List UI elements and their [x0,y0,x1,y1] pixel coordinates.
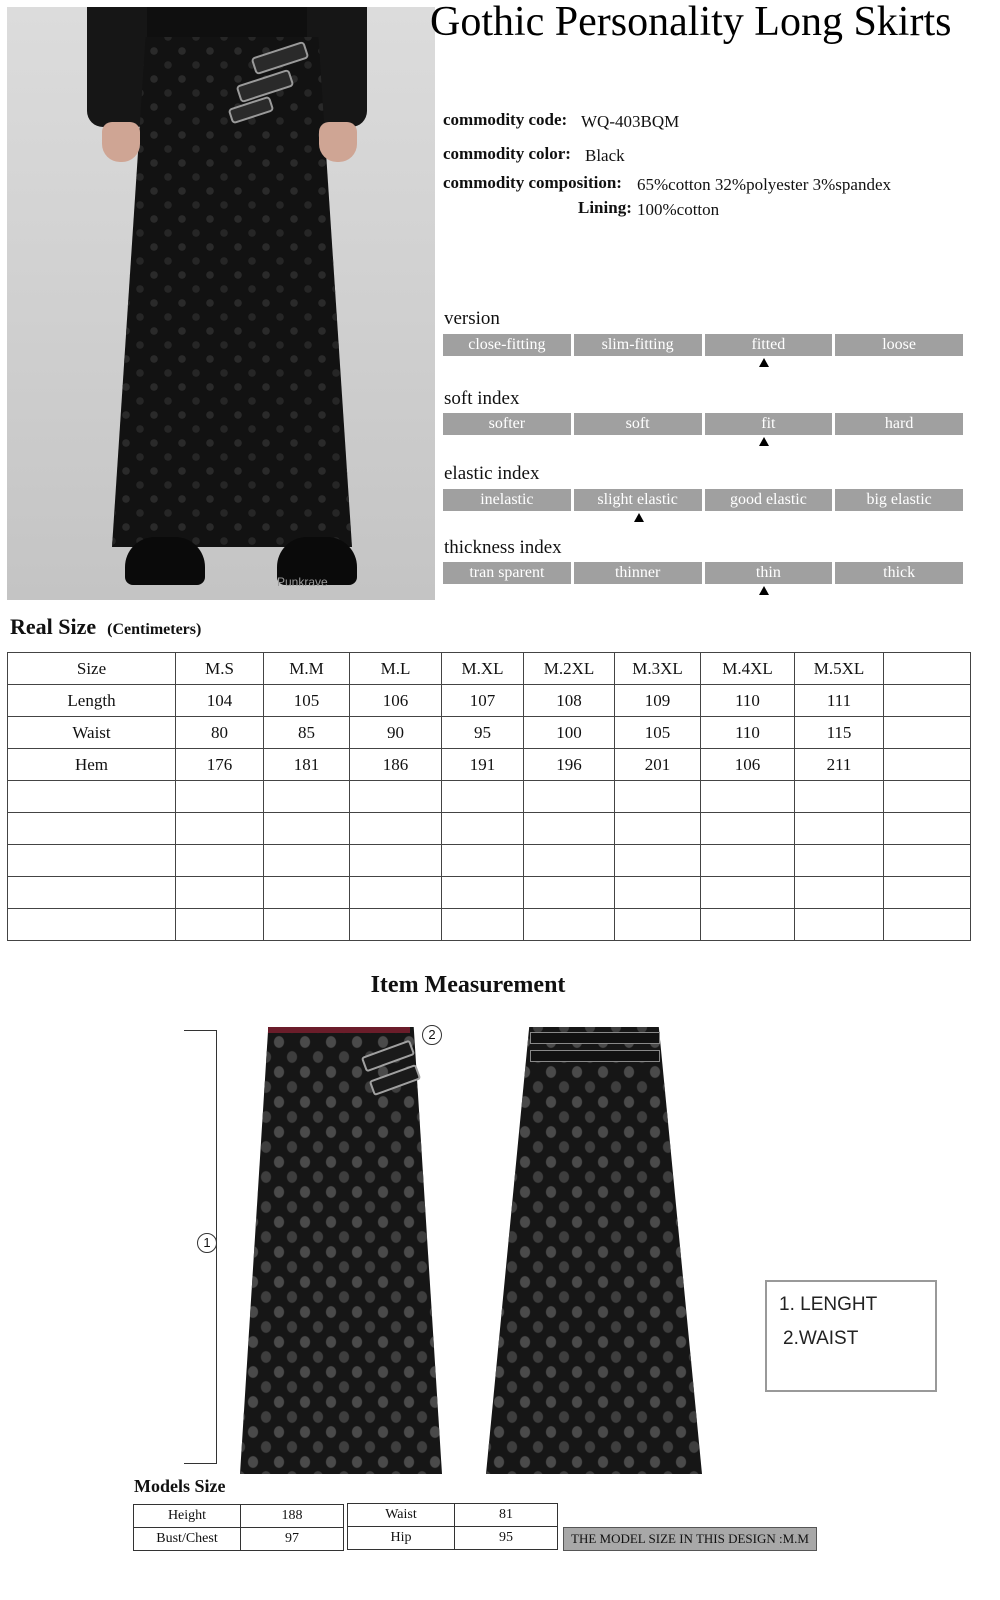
size-header-cell: M.XL [442,653,524,685]
size-row-label: Waist [8,717,176,749]
commodity-code-label: commodity code: [443,110,568,129]
version-scale [443,334,963,356]
models-size-table-right [347,1503,558,1550]
soft-index-scale [443,413,963,435]
table-row [8,813,971,845]
size-cell: 110 [701,717,795,749]
size-cell [884,717,971,749]
thickness-option: tran sparent [443,562,571,584]
size-cell [264,781,350,813]
size-row-label [8,909,176,941]
size-cell: 186 [350,749,442,781]
soft-option: hard [835,413,963,435]
size-cell [615,909,701,941]
item-measurement-title: Item Measurement [370,972,566,998]
thickness-option: thinner [574,562,702,584]
elastic-option: good elastic [705,489,833,511]
version-option: close-fitting [443,334,571,356]
version-marker-icon [759,358,769,367]
table-row [348,1504,558,1527]
size-cell [884,877,971,909]
table-row [8,909,971,941]
commodity-composition-label: commodity composition: [443,173,622,192]
thickness-index-marker-icon [759,586,769,595]
size-cell [524,877,615,909]
table-row [134,1505,344,1528]
size-cell [884,781,971,813]
size-header-cell [884,653,971,685]
length-marker: 1 [197,1233,217,1253]
elastic-index-scale [443,489,963,511]
commodity-code-value: WQ-403BQM [581,112,680,131]
size-cell [795,909,884,941]
measurement-legend [765,1280,937,1392]
size-cell [524,909,615,941]
size-cell [884,685,971,717]
size-row-label [8,877,176,909]
size-cell [795,781,884,813]
size-header-cell: M.4XL [701,653,795,685]
size-cell [701,845,795,877]
waistband [268,1027,410,1033]
soft-option: fit [705,413,833,435]
size-cell [795,845,884,877]
lining-label: Lining: [578,198,632,217]
real-size-title [10,614,201,640]
product-title: Gothic Personality Long Skirts [430,0,952,45]
version-option: loose [835,334,963,356]
soft-index-marker-icon [759,437,769,446]
size-cell: 211 [795,749,884,781]
size-cell [701,781,795,813]
table-row [8,717,971,749]
size-cell: 201 [615,749,701,781]
size-cell [442,781,524,813]
size-cell [442,877,524,909]
size-cell: 105 [264,685,350,717]
skirt-back-image [486,1027,702,1474]
thickness-option: thin [705,562,833,584]
size-cell: 100 [524,717,615,749]
size-cell [701,909,795,941]
belt-strap [530,1032,660,1044]
size-cell: 107 [442,685,524,717]
size-cell [350,877,442,909]
size-cell [176,877,264,909]
size-cell [884,909,971,941]
photo-watermark: Punkrave [277,575,328,589]
size-cell [884,845,971,877]
size-cell [524,845,615,877]
size-cell: 85 [264,717,350,749]
size-row-label [8,781,176,813]
model-height-value: 188 [241,1505,344,1528]
commodity-color-value: Black [585,146,625,165]
size-cell [264,813,350,845]
table-row [8,749,971,781]
size-cell [795,813,884,845]
model-size-note: THE MODEL SIZE IN THIS DESIGN :M.M [563,1527,817,1551]
size-cell: 104 [176,685,264,717]
size-header-cell: M.M [264,653,350,685]
size-table [7,652,971,941]
belt-strap [530,1050,660,1062]
model-hip-label: Hip [348,1527,455,1550]
size-cell: 95 [442,717,524,749]
elastic-option: inelastic [443,489,571,511]
size-row-label [8,813,176,845]
size-cell: 106 [350,685,442,717]
size-cell [615,877,701,909]
elastic-option: big elastic [835,489,963,511]
size-cell [795,877,884,909]
size-cell: 80 [176,717,264,749]
soft-option: soft [574,413,702,435]
size-header-cell: M.S [176,653,264,685]
size-cell [176,845,264,877]
size-cell [884,749,971,781]
size-cell [350,845,442,877]
model-bust-label: Bust/Chest [134,1528,241,1551]
size-cell [264,877,350,909]
model-waist-value: 81 [455,1504,558,1527]
size-row-label [8,845,176,877]
size-cell [524,813,615,845]
model-hip-value: 95 [455,1527,558,1550]
size-row-label: Length [8,685,176,717]
size-cell [884,813,971,845]
size-cell: 176 [176,749,264,781]
size-cell: 105 [615,717,701,749]
commodity-composition-value: 65%cotton 32%polyester 3%spandex [637,175,891,194]
size-cell [442,813,524,845]
legend-waist: 2.WAIST [783,1328,859,1349]
table-row [8,845,971,877]
model-waist-label: Waist [348,1504,455,1527]
model-bust-value: 97 [241,1528,344,1551]
size-cell [176,813,264,845]
table-row [8,685,971,717]
size-cell [615,845,701,877]
skirt-front-image [240,1027,442,1474]
soft-option: softer [443,413,571,435]
size-cell: 106 [701,749,795,781]
elastic-option: slight elastic [574,489,702,511]
size-cell [524,781,615,813]
size-cell: 191 [442,749,524,781]
thickness-index-label: thickness index [444,537,562,558]
size-cell [442,845,524,877]
size-header-cell: M.5XL [795,653,884,685]
models-size-title: Models Size [134,1476,226,1496]
size-cell [615,781,701,813]
size-header-cell: M.L [350,653,442,685]
real-size-unit: (Centimeters) [107,621,202,638]
size-cell [264,845,350,877]
size-cell [176,781,264,813]
size-header-cell: Size [8,653,176,685]
commodity-color-label: commodity color: [443,144,571,163]
legend-length: 1. LENGHT [779,1294,878,1315]
size-cell [350,781,442,813]
models-size-table-left [133,1504,344,1551]
size-header-cell: M.2XL [524,653,615,685]
thickness-index-scale [443,562,963,584]
size-cell [442,909,524,941]
table-row [348,1527,558,1550]
size-cell: 108 [524,685,615,717]
size-table-header [8,653,971,685]
soft-index-label: soft index [444,388,520,409]
version-label: version [444,308,500,329]
size-cell [264,909,350,941]
size-cell: 196 [524,749,615,781]
thickness-option: thick [835,562,963,584]
size-cell: 110 [701,685,795,717]
real-size-heading: Real Size [10,614,97,639]
size-row-label: Hem [8,749,176,781]
elastic-index-label: elastic index [444,463,540,484]
product-photo [7,7,435,600]
version-option: slim-fitting [574,334,702,356]
size-cell [350,813,442,845]
size-cell: 115 [795,717,884,749]
size-cell [350,909,442,941]
model-height-label: Height [134,1505,241,1528]
lining-value: 100%cotton [637,200,720,219]
table-row [8,781,971,813]
size-cell [701,877,795,909]
table-row [8,877,971,909]
size-cell [615,813,701,845]
size-cell [701,813,795,845]
size-cell: 90 [350,717,442,749]
size-cell: 181 [264,749,350,781]
size-cell: 109 [615,685,701,717]
size-cell [176,909,264,941]
table-row [134,1528,344,1551]
size-cell: 111 [795,685,884,717]
waist-marker: 2 [422,1025,442,1045]
version-option: fitted [705,334,833,356]
size-header-cell: M.3XL [615,653,701,685]
elastic-index-marker-icon [634,513,644,522]
